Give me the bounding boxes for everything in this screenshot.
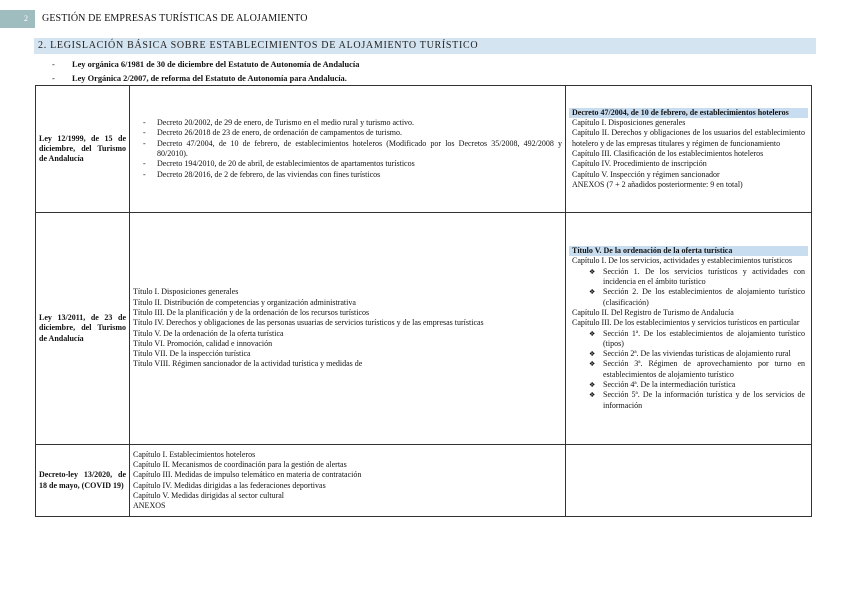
section-list [569,267,808,308]
section-title: 2. LEGISLACIÓN BÁSICA SOBRE ESTABLECIMIENTOS DE ALOJAMIENTO TURÍSTICO [34,38,816,54]
detail-item: Capítulo II. Derechos y obligaciones de los usuarios del establecimiento hotelero y de las empresas titulares y régimen de funcionamiento [572,128,805,148]
page-header [0,8,848,28]
detail-item: Capítulo III. Clasificación de los establecimientos hoteleros [572,149,764,158]
list-item: Título VIII. Régimen sancionador de la actividad turística y medidas de [133,359,363,369]
detail-item: ANEXOS (7 + 2 añadidos posteriormente: 9 en total) [572,179,743,189]
list-item: - Decreto 47/2004, de 10 de febrero, de establecimientos hoteleros (Modificado por los Decretos 35/2008, 492/2008 y 80/2010). [137,139,562,160]
detail-cell [566,213,812,445]
laws-list [52,58,359,86]
detail-chapter: Capítulo II. Del Registro de Turismo de Andalucía [572,307,734,317]
list-item: - Decreto 26/2018 de 23 de enero, de ordenación de campamentos de turismo. [137,128,562,138]
detail-heading: Decreto 47/2004, de 10 de febrero, de establecimientos hoteleros [569,108,808,118]
law-item: - Ley Orgánica 2/2007, de reforma del Estatuto de Autonomía para Andalucía. [52,72,359,86]
section-list [569,329,808,411]
list-item: Capítulo II. Mecanismos de coordinación para la gestión de alertas [133,459,347,469]
law-name: Ley 12/1999, de 15 de diciembre, del Turismo de Andalucía [36,86,130,213]
detail-cell [566,86,812,213]
list-item: Título VII. De la inspección turística [133,349,251,359]
detail-item: Capítulo V. Inspección y régimen sancionador [572,169,720,179]
detail-chapter: Capítulo III. De los establecimientos y servicios turísticos en particular [572,318,800,328]
list-item: ❖ Sección 3ª. Régimen de aprovechamiento por turno en establecimientos de alojamiento turístico [589,359,805,380]
list-item: - Decreto 28/2016, de 2 de febrero, de las viviendas con fines turísticos [137,170,562,180]
list-item: - Decreto 194/2010, de 20 de abril, de establecimientos de apartamentos turísticos [137,159,562,169]
list-item: Título VI. Promoción, calidad e innovación [133,338,273,348]
table-row [36,445,812,517]
list-item: Capítulo V. Medidas dirigidas al sector cultural [133,490,285,500]
table-row [36,86,812,213]
list-item: Capítulo III. Medidas de impulso telemático en materia de contratación [133,470,362,480]
list-item: ❖ Sección 4ª. De la intermediación turística [589,380,805,390]
list-item: Capítulo IV. Medidas dirigidas a las federaciones deportivas [133,480,326,490]
list-item: ANEXOS [133,501,166,511]
page-number: 2 [0,10,35,28]
list-item: ❖ Sección 1ª. De los establecimientos de alojamiento turístico (tipos) [589,329,805,350]
list-item: ❖ Sección 1. De los servicios turísticos y actividades con incidencia en el ámbito turístico [589,267,805,288]
header-title: GESTIÓN DE EMPRESAS TURÍSTICAS DE ALOJAMIENTO [42,13,308,24]
list-item: ❖ Sección 2. De los establecimientos de alojamiento turístico (clasificación) [589,287,805,308]
chapters-cell [130,445,566,517]
legislation-table [35,85,812,517]
list-item: Título I. Disposiciones generales [133,287,239,297]
detail-heading: Título V. De la ordenación de la oferta turística [569,246,808,256]
detail-chapter: Capítulo I. De los servicios, actividades y establecimientos turísticos [572,256,792,266]
list-item: Capítulo I. Establecimientos hoteleros [133,449,256,459]
list-item: Título III. De la planificación y de la ordenación de los recursos turísticos [133,307,370,317]
law-name: Ley 13/2011, de 23 de diciembre, del Turismo de Andalucía [36,213,130,445]
list-item: - Decreto 20/2002, de 29 de enero, de Turismo en el medio rural y turismo activo. [137,118,562,128]
regulations-cell [130,86,566,213]
regulations-list [133,118,562,180]
detail-item: Capítulo IV. Procedimiento de inscripción [572,159,707,169]
law-item: - Ley orgánica 6/1981 de 30 de diciembre del Estatuto de Autonomía de Andalucía [52,58,359,72]
list-item: Título V. De la ordenación de la oferta turística [133,328,284,338]
law-name: Decreto-ley 13/2020, de 18 de mayo, (COVID 19) [36,445,130,517]
list-item: ❖ Sección 2ª. De las viviendas turísticas de alojamiento rural [589,349,805,359]
detail-item: Capítulo I. Disposiciones generales [572,118,686,128]
list-item: ❖ Sección 5ª. De la información turística y de los servicios de información [589,390,805,411]
table-row [36,213,812,445]
list-item: Título II. Distribución de competencias y organización administrativa [133,297,356,307]
list-item: Título IV. Derechos y obligaciones de las personas usuarias de servicios turísticos y de las empresas turísticas [133,318,484,328]
empty-cell [566,445,812,517]
titles-cell [130,213,566,445]
